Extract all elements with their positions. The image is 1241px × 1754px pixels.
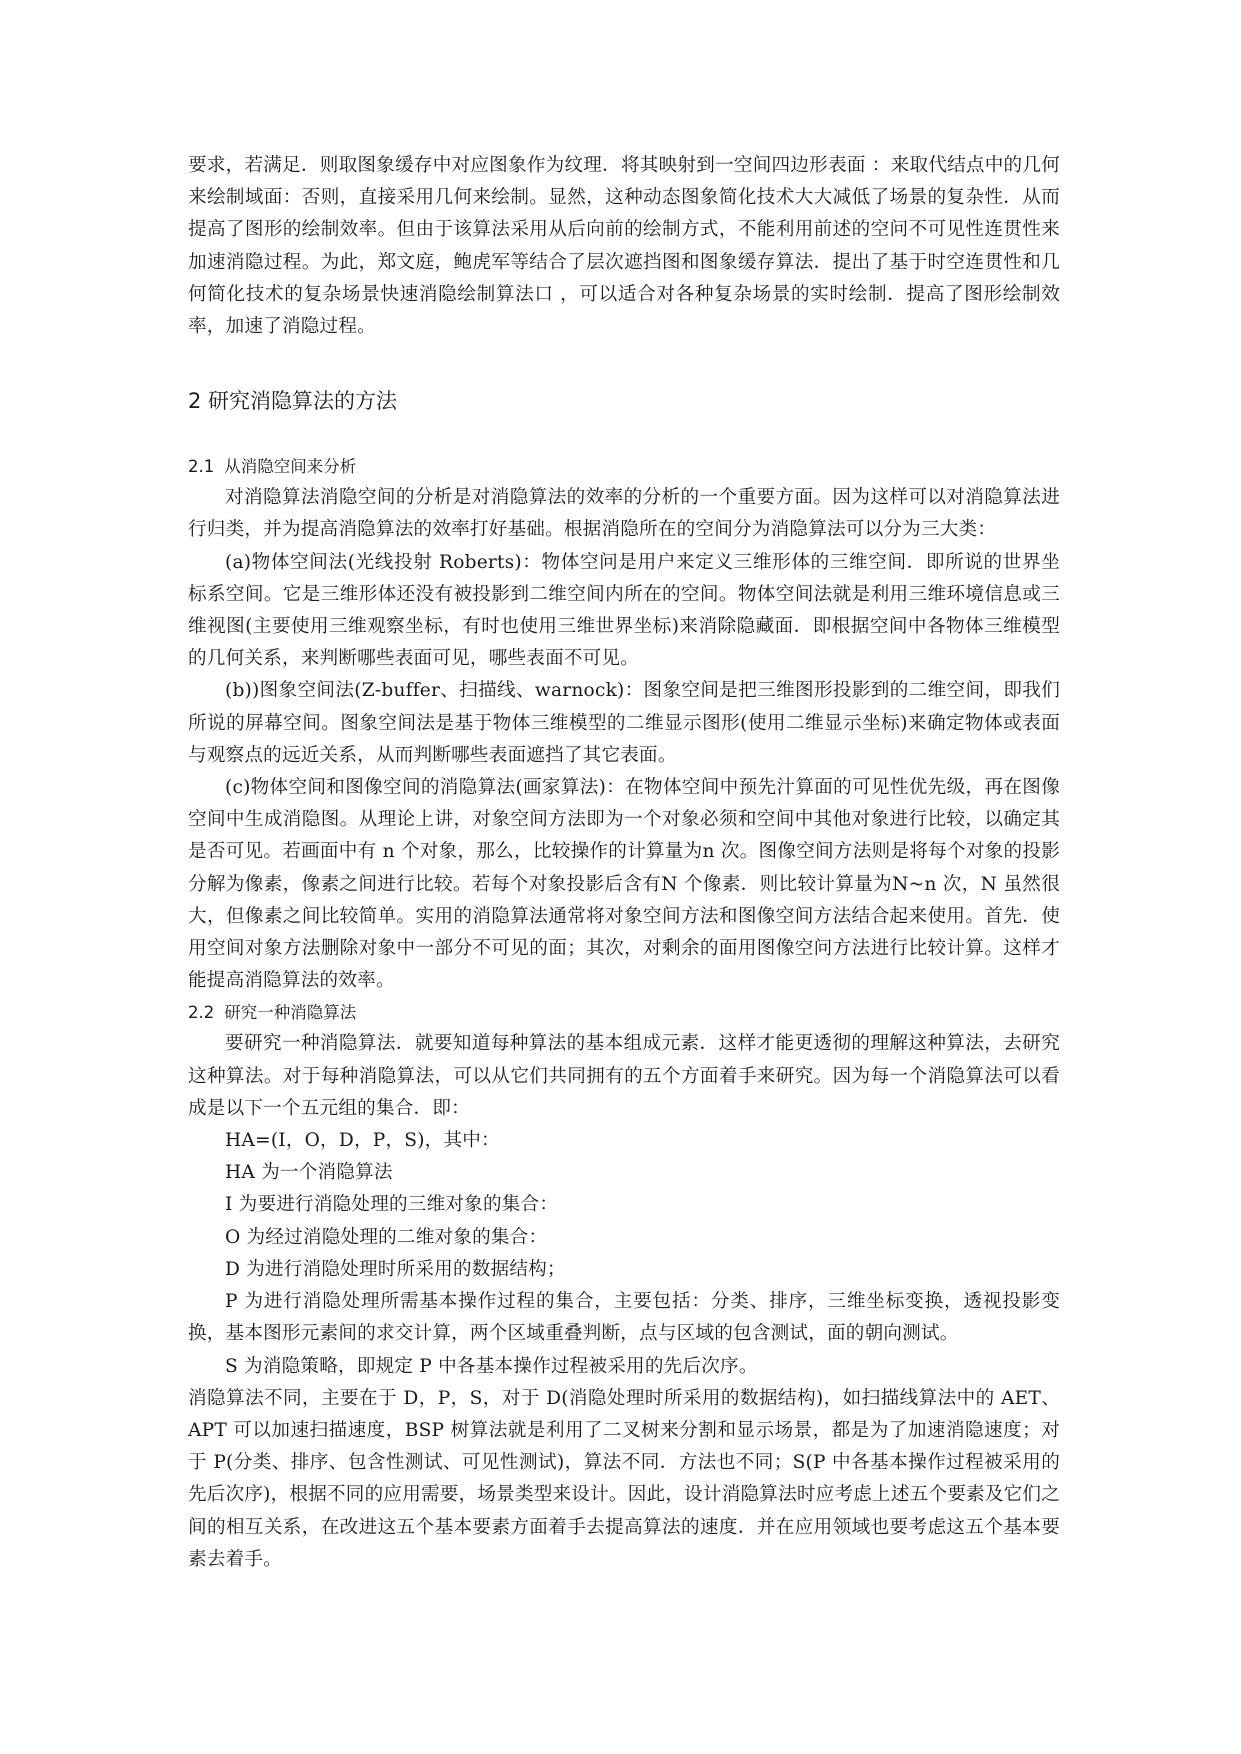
- subsection-2-1-title: 从消隐空间来分析: [224, 457, 357, 477]
- s21-paragraph-intro: 对消隐算法消隐空间的分析是对消隐算法的效率的分析的一个重要方面。因为这样可以对消隐算法进行归类，并为提高消隐算法的效率打好基础。根据消隐所在的空间分为消隐算法可以分为三大类：: [188, 487, 1060, 541]
- document-page: [188, 150, 1060, 1576]
- s22-paragraph-intro: 要研究一种消隐算法．就要知道每种算法的基本组成元素．这样才能更透彻的理解这种算法，去研究这种算法。对于每种消隐算法，可以从它们共同拥有的五个方面着手来研究。因为每一个消隐算法可以看成是以下一个五元组的集合．即：: [188, 1033, 1060, 1119]
- s22-item-ha: HA 为一个消隐算法: [225, 1162, 393, 1184]
- s21-paragraph-hybrid: (c)物体空间和图像空间的消隐算法(画家算法)：在物体空间中预先汁算面的可见性优先级，再在图像空间中生成消隐图。从理论上讲，对象空间方法即为一个对象必须和空间中其他对象进行比较，以确定其是否可见。若画面中有 n 个对象，那么，比较操作的计算量为n 次。图像空间方法则是将每个对象的投影分解为像素，像素之间进行比较。若每个对象投影后含有N 个像素．则比较计算量为N~n 次，N 虽然很大，但像素之间比较简单。实用的消隐算法通常将对象空间方法和图像空间方法结合起来使用。首先．使用空间对象方法删除对象中一部分不可见的面；其次，对剩余的面用图像空问方法进行比较计算。这样才能提高消隐算法的效率。: [188, 777, 1060, 992]
- subsection-2-1-heading: [188, 451, 1060, 482]
- s22-item-s: S 为消隐策略，即规定 P 中各基本操作过程被采用的先后次序。: [225, 1355, 758, 1377]
- s22-item-d: D 为进行消隐处理时所采用的数据结构；: [225, 1258, 566, 1280]
- s22-item-o: O 为经过消隐处理的二维对象的集合：: [225, 1226, 548, 1248]
- s21-paragraph-object-space: (a)物体空间法(光线投射 Roberts)：物体空问是用户来定义三维形体的三维空间．即所说的世界坐标系空间。它是三维形体还没有被投影到二维空间内所在的空间。物体空间法就是利用三维环境信息或三维视图(主要使用三维观察坐标，有时也使用三维世界坐标)来消除隐藏面．即根据空间中各物体三维模型的几何关系，来判断哪些表面可见，哪些表面不可见。: [188, 551, 1060, 670]
- subsection-2-1-number: 2.1: [188, 457, 215, 477]
- intro-paragraph: 要求，若满足．则取图象缓存中对应图象作为纹理．将其映射到一空间四边形表面 ：来取代结点中的几何来绘制域面：否则，直接采用几何来绘制。显然，这种动态图象简化技术大大减低了场景的复杂性．从而提高了图形的绘制效率。但由于该算法采用从后向前的绘制方式，不能利用前述的空问不可见性连贯性来加速消隐过程。为此，郑文庭，鲍虎军等结合了层次遮挡图和图象缓存算法．提出了基于时空连贯性和几何简化技术的复杂场景快速消隐绘制算法口 ，可以适合对各种复杂场景的实时绘制．提高了图形绘制效率，加速了消隐过程。: [188, 155, 1060, 338]
- subsection-2-2-title: 研究一种消隐算法: [224, 1003, 357, 1023]
- s22-item-p: P 为进行消隐处理所需基本操作过程的集合，主要包括：分类、排序，三维坐标变换，透视投影变换，基本图形元素间的求交计算，两个区域重叠判断，点与区域的包含测试，面的朝向测试。: [188, 1291, 1060, 1345]
- section-2-heading: 2 研究消隐算法的方法: [188, 389, 398, 414]
- s21-paragraph-image-space: (b))图象空间法(Z-buffer、扫描线、warnock)：图象空间是把三维图形投影到的二维空间，即我们所说的屏幕空间。图象空间法是基于物体三维模型的二维显示图形(使用二维显示坐标)来确定物体或表面与观察点的远近关系，从而判断哪些表面遮挡了其它表面。: [188, 680, 1060, 766]
- subsection-2-2-heading: [188, 997, 1060, 1028]
- subsection-2-2-number: 2.2: [188, 1003, 215, 1023]
- s22-paragraph-conclusion: 消隐算法不同，主要在于 D，P，S，对于 D(消隐处理时所采用的数据结构)，如扫描线算法中的 AET、APT 可以加速扫描速度，BSP 树算法就是利用了二叉树来分割和显示场景，都是为了加速消隐速度；对于 P(分类、排序、包含性测试、可见性测试)，算法不同．方法也不同；S(P 中各基本操作过程被采用的先后次序)，根据不同的应用需要，场景类型来设计。因此，设计消隐算法时应考虑上述五个要素及它们之间的相互关系，在改进这五个基本要素方面着手去提高算法的速度．并在应用领域也要考虑这五个基本要素去着手。: [188, 1387, 1060, 1570]
- s22-item-definition: HA=(I，O，D，P，S)，其中：: [225, 1130, 500, 1152]
- s22-item-i: I 为要进行消隐处理的三维对象的集合：: [225, 1194, 559, 1216]
